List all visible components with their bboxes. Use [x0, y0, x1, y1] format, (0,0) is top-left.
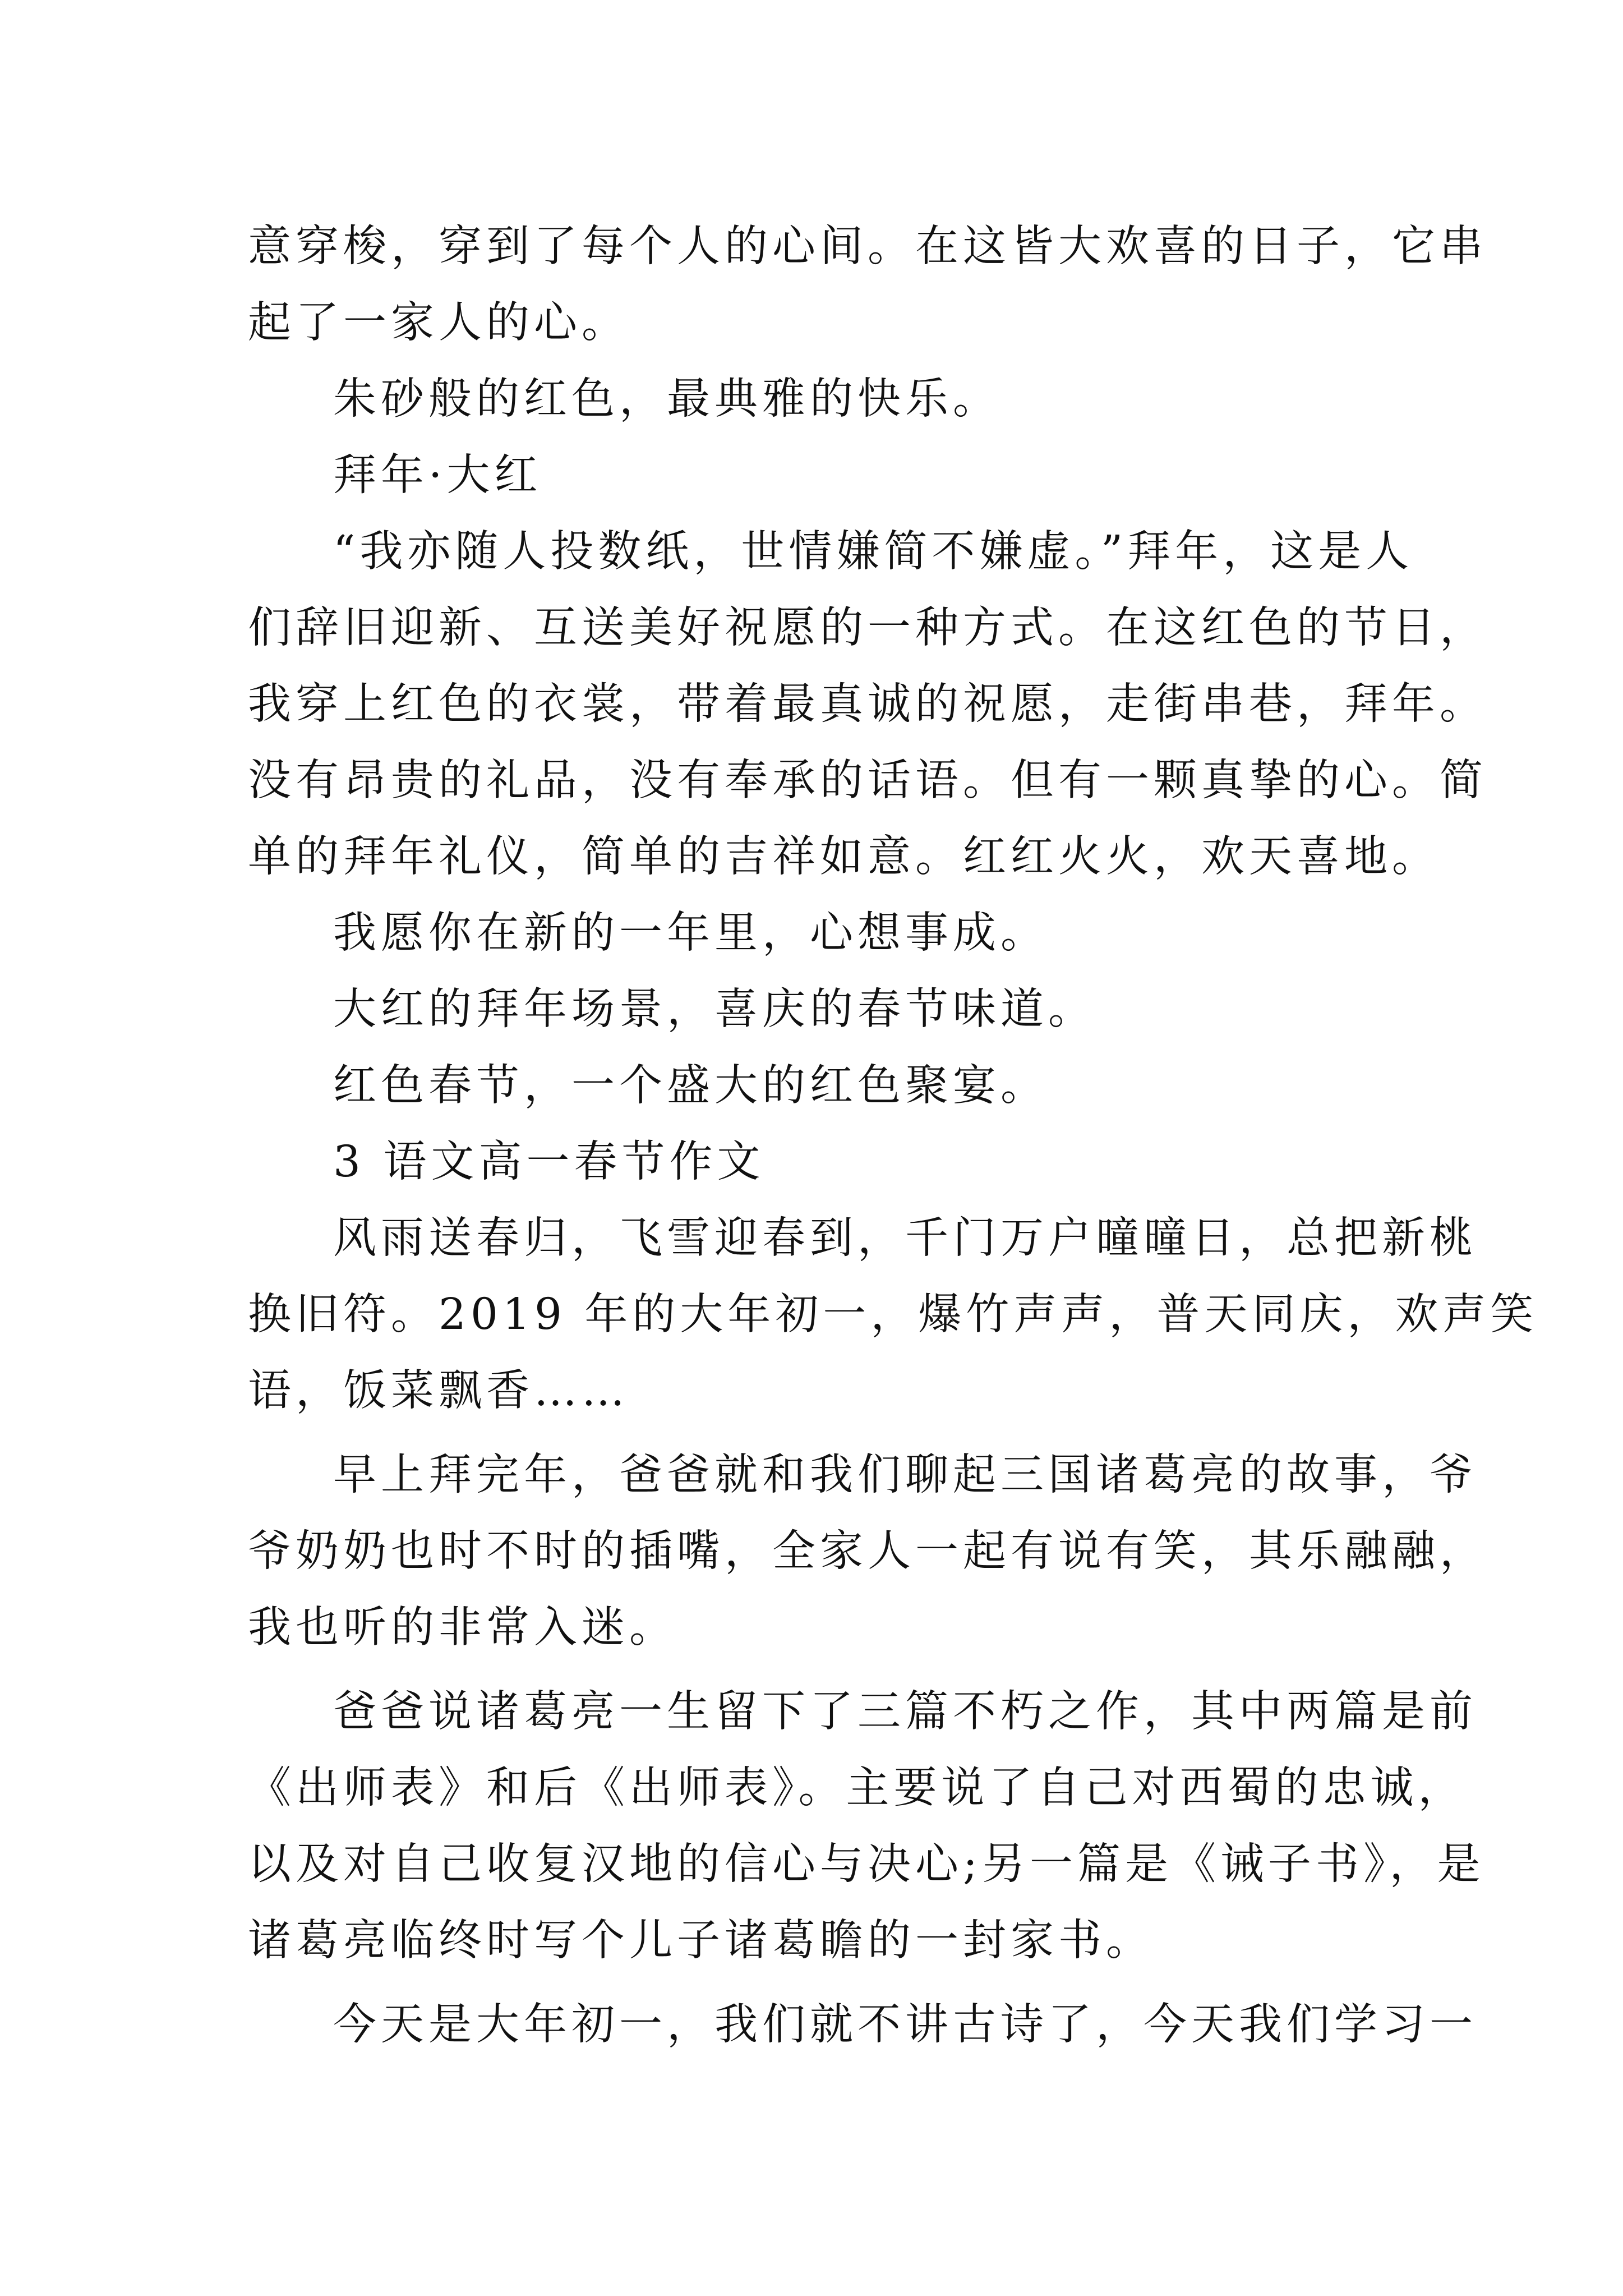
text-line: 单的拜年礼仪，简单的吉祥如意。红红火火，欢天喜地。 — [248, 832, 1440, 882]
text-line: 大红的拜年场景，喜庆的春节味道。 — [333, 984, 1096, 1034]
text-line: 以及对自己收复汉地的信心与决心;另一篇是《诫子书》，是 — [248, 1839, 1485, 1889]
text-line: 《出师表》和后《出师表》。主要说了自己对西蜀的忠诚， — [248, 1763, 1466, 1813]
text-line: 起了一家人的心。 — [248, 298, 629, 348]
text-line: 爷奶奶也时不时的插嘴，全家人一起有说有笑，其乐融融， — [248, 1526, 1487, 1576]
text-line: 风雨送春归，飞雪迎春到，千门万户曈曈日，总把新桃 — [333, 1213, 1477, 1263]
text-line: 今天是大年初一，我们就不讲古诗了，今天我们学习一 — [333, 2000, 1477, 2050]
text-line: 诸葛亮临终时写个儿子诸葛瞻的一封家书。 — [248, 1916, 1154, 1966]
text-line: 换旧符。2019 年的大年初一，爆竹声声，普天同庆，欢声笑 — [248, 1290, 1538, 1340]
text-line: 们辞旧迎新、互送美好祝愿的一种方式。在这红色的节日， — [248, 603, 1487, 653]
text-line: 早上拜完年，爸爸就和我们聊起三国诸葛亮的故事，爷 — [333, 1450, 1477, 1500]
text-line: 红色春节，一个盛大的红色聚宴。 — [333, 1061, 1048, 1111]
text-line: 朱砂般的红色，最典雅的快乐。 — [333, 374, 1000, 424]
text-line: 我穿上红色的衣裳，带着最真诚的祝愿，走街串巷，拜年。 — [248, 679, 1487, 729]
text-line: 爸爸说诸葛亮一生留下了三篇不朽之作，其中两篇是前 — [333, 1687, 1477, 1737]
text-line: “我亦随人投数纸，世情嫌简不嫌虚。”拜年，这是人 — [333, 527, 1414, 577]
document-body — [248, 209, 1538, 2063]
text-line: 我也听的非常入迷。 — [248, 1603, 677, 1653]
section-heading: 3 语文高一春节作文 — [333, 1137, 765, 1187]
text-line: 语，饭菜飘香…… — [248, 1366, 629, 1416]
text-line: 意穿梭，穿到了每个人的心间。在这皆大欢喜的日子，它串 — [248, 222, 1487, 272]
section-heading: 拜年·大红 — [333, 450, 542, 500]
text-line: 我愿你在新的一年里，心想事成。 — [333, 908, 1048, 958]
text-line: 没有昂贵的礼品，没有奉承的话语。但有一颗真挚的心。简 — [248, 756, 1487, 806]
